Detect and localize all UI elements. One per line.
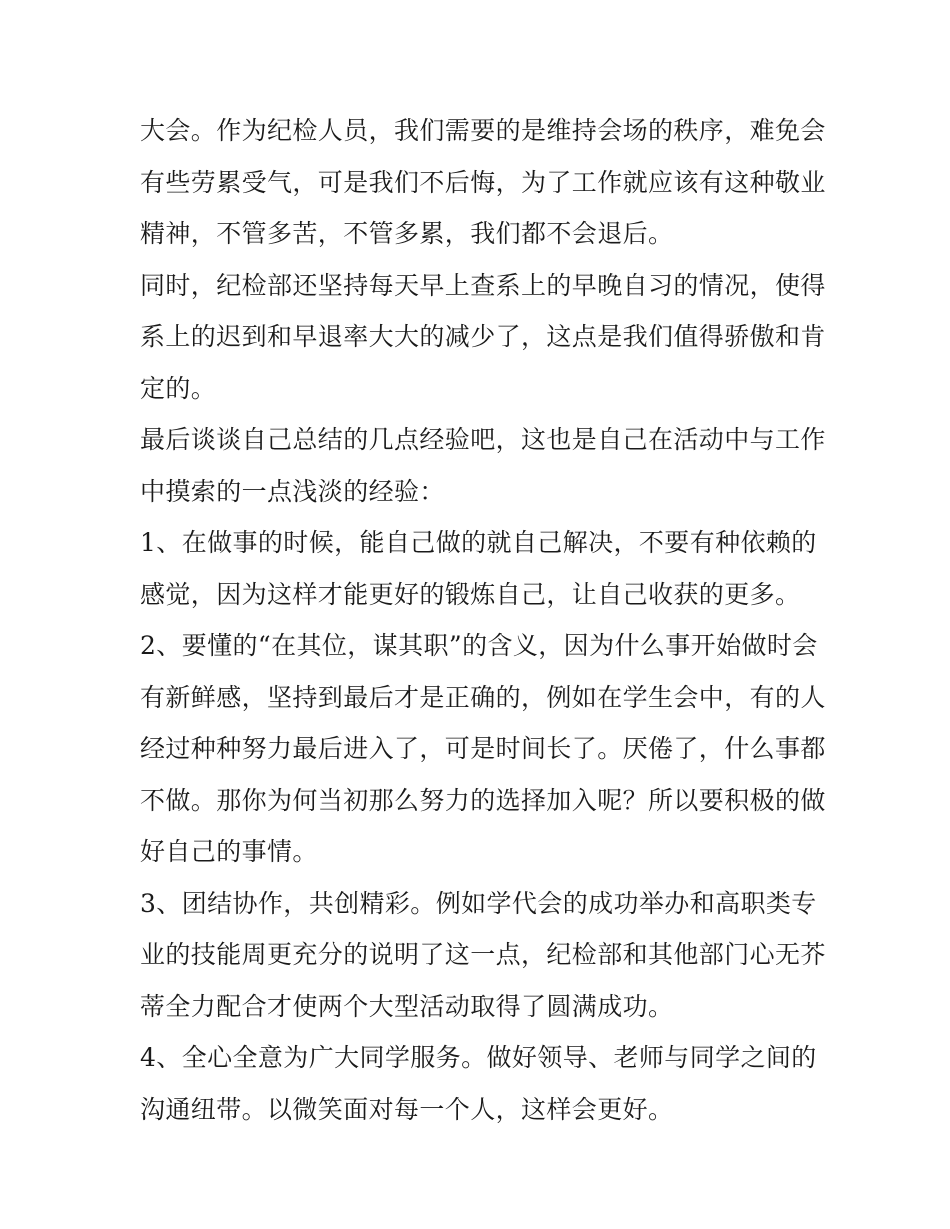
text-line: 精神，不管多苦，不管多累，我们都不会退后。 [140, 219, 674, 248]
text-line: 蒂全力配合才使两个大型活动取得了圆满成功。 [140, 991, 674, 1021]
text-line: 有些劳累受气，可是我们不后悔，为了工作就应该有这种敬业 [140, 167, 826, 197]
text-line: 不做。那你为何当初那么努力的选择加入呢？所以要积极的做 [140, 785, 826, 815]
text-line: 3、团结协作，共创精彩。例如学代会的成功举办和高职类专 [140, 888, 817, 918]
text-line: 感觉，因为这样才能更好的锻炼自己，让自己收获的更多。 [140, 579, 801, 609]
text-line: 1、在做事的时候，能自己做的就自己解决，不要有种依赖的 [140, 528, 817, 557]
text-line: 4、全心全意为广大同学服务。做好领导、老师与同学之间的 [140, 1043, 817, 1072]
text-line: 沟通纽带。以微笑面对每一个人，这样会更好。 [140, 1094, 674, 1124]
text-line: 最后谈谈自己总结的几点经验吧，这也是自己在活动中与工作 [140, 425, 826, 454]
text-line: 同时，纪检部还坚持每天早上查系上的早晚自习的情况，使得 [140, 270, 826, 300]
text-line: 定的。 [140, 373, 217, 403]
text-line: 有新鲜感，坚持到最后才是正确的，例如在学生会中，有的人 [140, 682, 826, 712]
body-text [140, 105, 826, 1135]
text-line: 业的技能周更充分的说明了这一点，纪检部和其他部门心无芥 [140, 940, 826, 969]
text-line: 系上的迟到和早退率大大的减少了，这点是我们值得骄傲和肯 [140, 322, 826, 351]
text-line: 大会。作为纪检人员，我们需要的是维持会场的秩序，难免会 [140, 116, 826, 145]
text-line: 经过种种努力最后进入了，可是时间长了。厌倦了，什么事都 [140, 734, 826, 763]
text-line: 中摸索的一点浅淡的经验： [140, 476, 445, 506]
text-line: 2、要懂的“在其位，谋其职”的含义，因为什么事开始做时会 [140, 631, 818, 660]
text-line: 好自己的事情。 [140, 837, 318, 866]
